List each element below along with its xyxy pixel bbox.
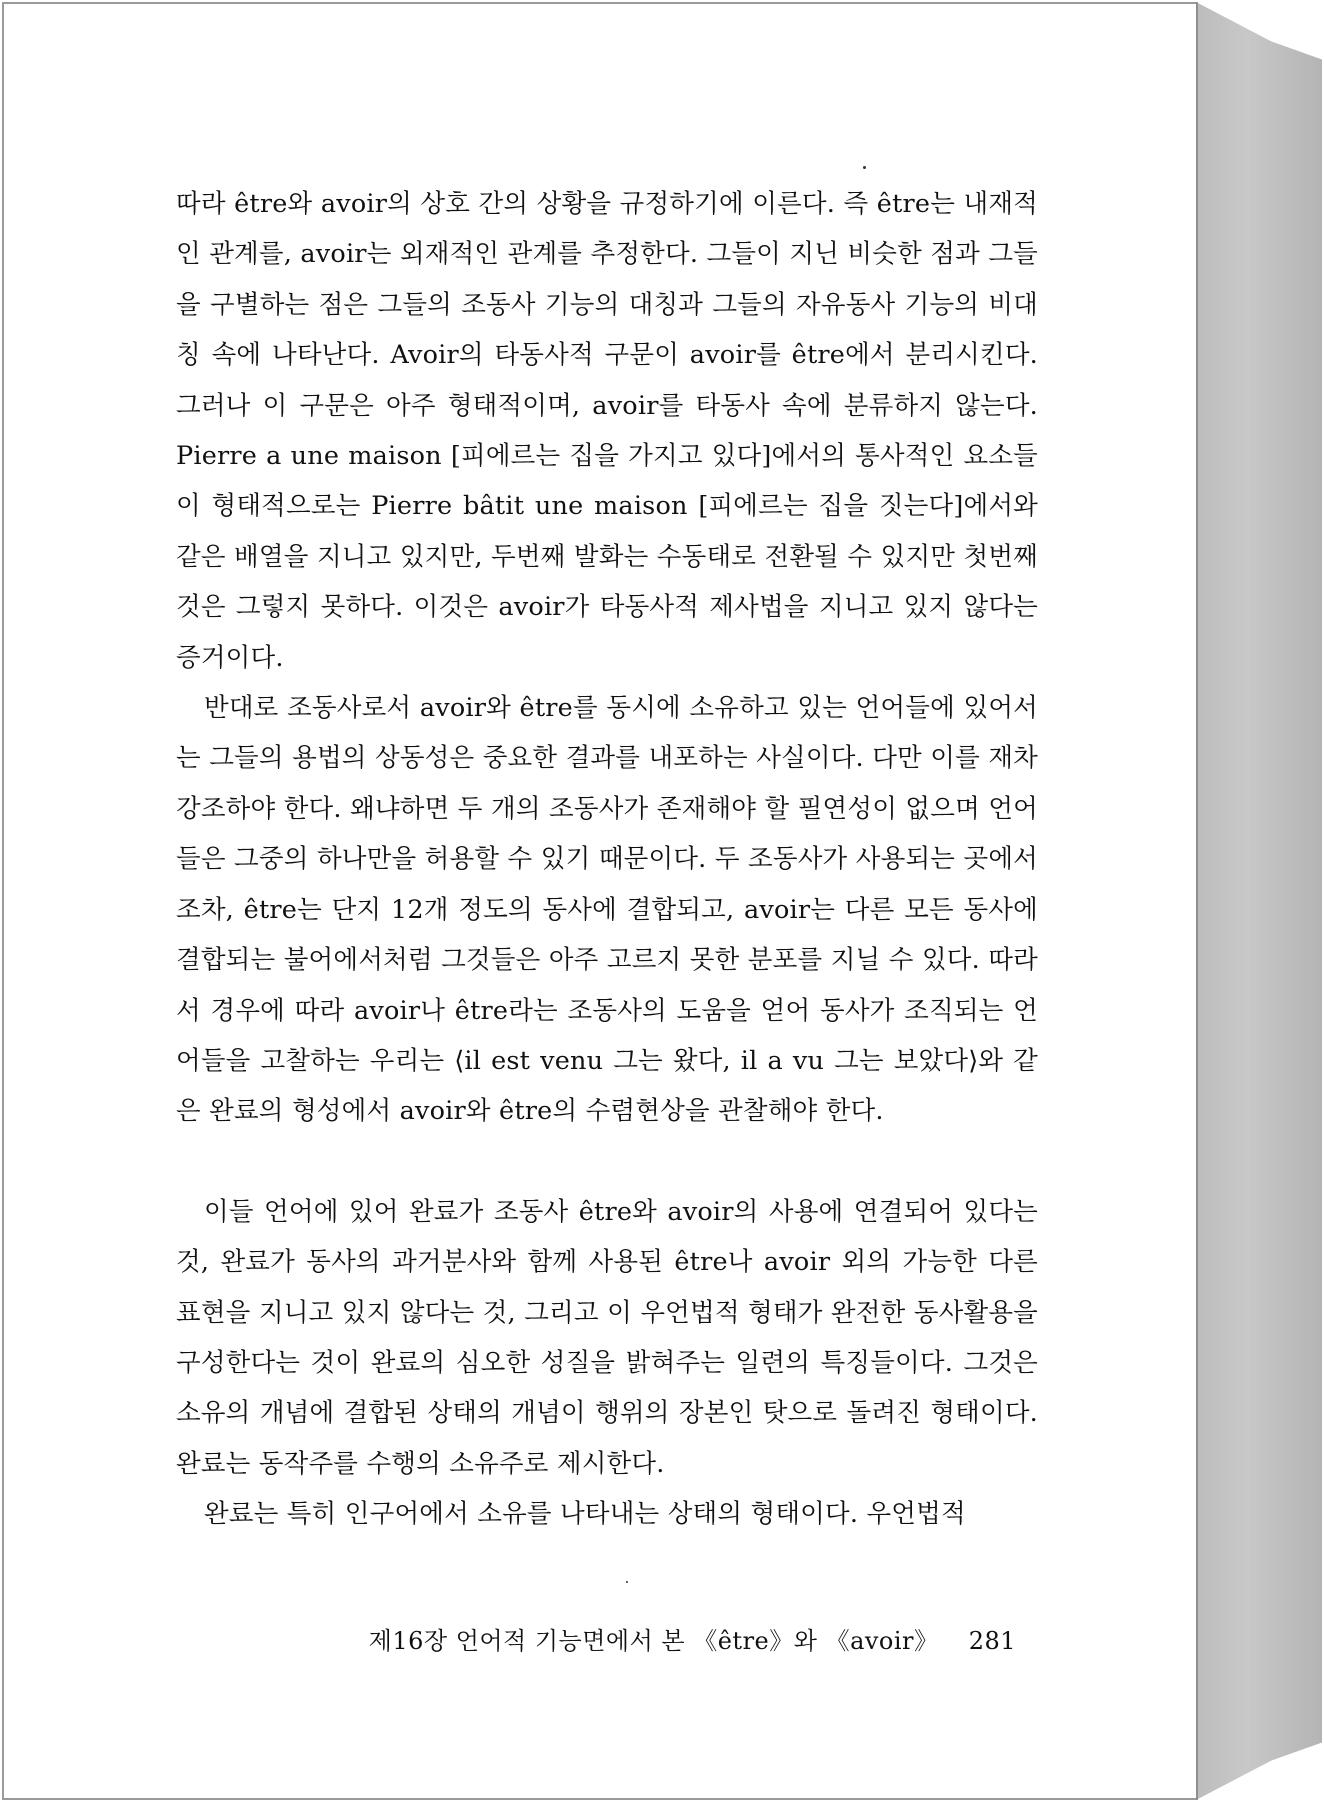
speck-mark	[626, 1581, 628, 1583]
book-spine	[1196, 2, 1322, 1800]
speck-mark	[863, 166, 866, 169]
book-page	[2, 2, 1198, 1800]
paragraph-1: 따라 être와 avoir의 상호 간의 상황을 규정하기에 이른다. 즉 être는 내재적인 관계를, avoir는 외재적인 관계를 추정한다. 그들이 지닌 비슷한 점과 그들을 구별하는 점은 그들의 조동사 기능의 대칭과 그들의 자유동사 기능의 비대칭 속에 나타난다. Avoir의 타동사적 구문이 avoir를 être에서 분리시킨다. 그러나 이 구문은 아주 형태적이며, avoir를 타동사 속에 분류하지 않는다. Pierre a une maison [피에르는 집을 가지고 있다]에서의 통사적인 요소들이 형태적으로는 Pierre bâtit une maison [피에르는 집을 짓는다]에서와 같은 배열을 지니고 있지만, 두번째 발화는 수동태로 전환될 수 있지만 첫번째 것은 그렇지 못하다. 이것은 avoir가 타동사적 제사법을 지니고 있지 않다는 증거이다.	[176, 189, 1038, 673]
paragraph-4: 완료는 특히 인구어에서 소유를 나타내는 상태의 형태이다. 우언법적	[204, 1499, 966, 1530]
page-number: 281	[968, 1627, 1016, 1655]
body-text	[176, 179, 1038, 1540]
paragraph-3: 이들 언어에 있어 완료가 조동사 être와 avoir의 사용에 연결되어 있다는 것, 완료가 동사의 과거분사와 함께 사용된 être나 avoir 외의 가능한 다른 표현을 지니고 있지 않다는 것, 그리고 이 우언법적 형태가 완전한 동사활용을 구성한다는 것이 완료의 심오한 성질을 밝혀주는 일련의 특징들이다. 그것은 소유의 개념에 결합된 상태의 개념이 행위의 장본인 탓으로 돌려진 형태이다. 완료는 동작주를 수행의 소유주로 제시한다.	[176, 1196, 1038, 1479]
spine-edge	[1196, 2, 1198, 1800]
running-head: 제16장 언어적 기능면에서 본 《être》와 《avoir》	[368, 1627, 939, 1655]
page-footer	[4, 1621, 1016, 1656]
paragraph-2: 반대로 조동사로서 avoir와 être를 동시에 소유하고 있는 언어들에 있어서는 그들의 용법의 상동성은 중요한 결과를 내포하는 사실이다. 다만 이를 재차 강조하야 한다. 왜냐하면 두 개의 조동사가 존재해야 할 필연성이 없으며 언어들은 그중의 하나만을 허용할 수 있기 때문이다. 두 조동사가 사용되는 곳에서조차, être는 단지 12개 정도의 동사에 결합되고, avoir는 다른 모든 동사에 결합되는 불어에서처럼 그것들은 아주 고르지 못한 분포를 지닐 수 있다. 따라서 경우에 따라 avoir나 être라는 조동사의 도움을 얻어 동사가 조직되는 언어들을 고찰하는 우리는 ⟨il est venu 그는 왔다, il a vu 그는 보았다⟩와 같은 완료의 형성에서 avoir와 être의 수렴현상을 관찰해야 한다.	[176, 693, 1039, 1127]
paragraph-gap	[176, 1137, 1038, 1187]
